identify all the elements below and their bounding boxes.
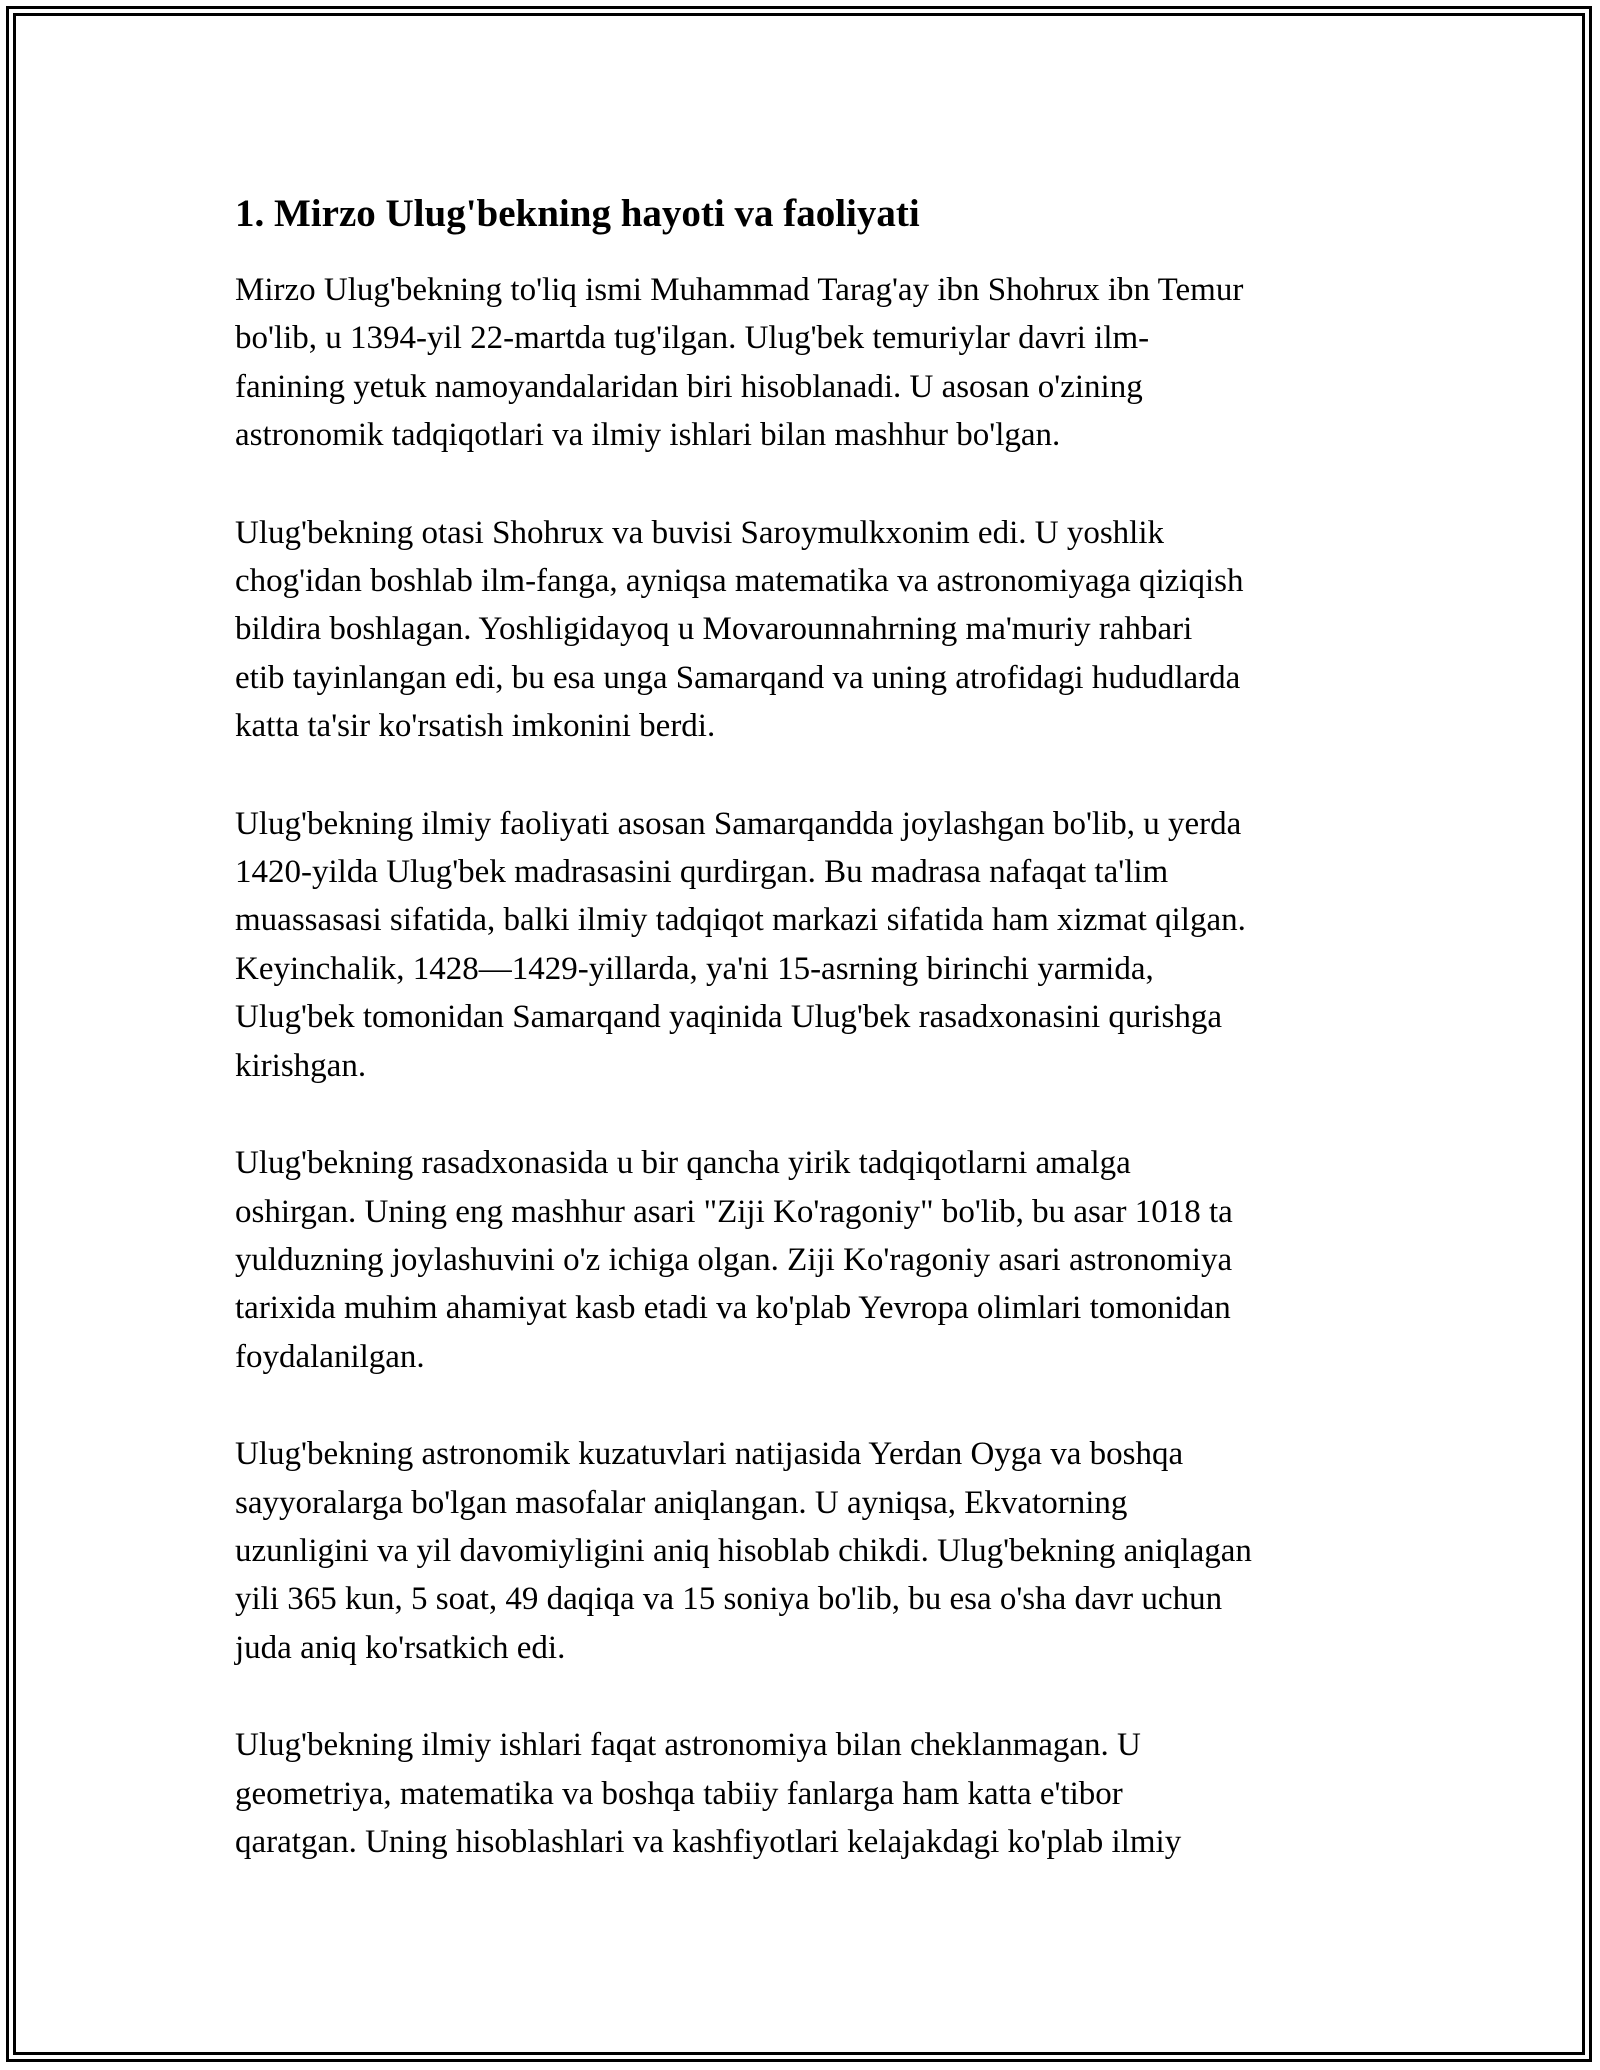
text-line: juda aniq ko'rsatkich edi. [235,1629,566,1666]
text-line: Ulug'bek tomonidan Samarqand yaqinida Ulug'bek rasadxonasini qurishga [235,999,1223,1036]
text-line: yulduzning joylashuvini o'z ichiga olgan. Ziji Ko'ragoniy asari astronomiya [235,1241,1233,1278]
text-line: Ulug'bekning ilmiy faoliyati asosan Samarqandda joylashgan bo'lib, u yerda [235,805,1242,842]
text-line: bildira boshlagan. Yoshligidayoq u Movarounnahrning ma'muriy rahbari [235,611,1193,648]
text-line: Ulug'bekning rasadxonasida u bir qancha yirik tadqiqotlarni amalga [235,1145,1131,1182]
text-line: bo'lib, u 1394-yil 22-martda tug'ilgan. Ulug'bek temuriylar davri ilm- [235,320,1150,357]
text-line: Keyinchalik, 1428—1429-yillarda, ya'ni 15-asrning birinchi yarmida, [235,950,1154,987]
paragraph-6 [235,1721,1375,1866]
text-line: chog'idan boshlab ilm-fanga, ayniqsa matematika va astronomiyaga qiziqish [235,563,1244,600]
text-line: astronomik tadqiqotlari va ilmiy ishlari bilan mashhur bo'lgan. [235,417,1061,454]
text-line: qaratgan. Uning hisoblashlari va kashfiyotlari kelajakdagi ko'plab ilmiy [235,1823,1182,1860]
text-line: geometriya, matematika va boshqa tabiiy fanlarga ham katta e'tibor [235,1775,1123,1812]
text-line: muassasasi sifatida, balki ilmiy tadqiqot markazi sifatida ham xizmat qilgan. [235,902,1246,939]
text-line: foydalanilgan. [235,1338,425,1375]
paragraph-5 [235,1430,1375,1672]
section-heading: 1. Mirzo Ulug'bekning hayoti va faoliyati [235,192,920,235]
text-line: yili 365 kun, 5 soat, 49 daqiqa va 15 soniya bo'lib, bu esa o'sha davr uchun [235,1581,1223,1618]
paragraph-3 [235,800,1375,1090]
paragraph-4 [235,1139,1375,1381]
paragraph-2 [235,509,1375,751]
text-line: kirishgan. [235,1047,367,1084]
text-line: uzunligini va yil davomiyligini aniq hisoblab chikdi. Ulug'bekning aniqlagan [235,1532,1252,1569]
text-line: sayyoralarga bo'lgan masofalar aniqlangan. U ayniqsa, Ekvatorning [235,1484,1128,1521]
text-line: Ulug'bekning astronomik kuzatuvlari natijasida Yerdan Oyga va boshqa [235,1436,1184,1473]
text-line: Ulug'bekning ilmiy ishlari faqat astronomiya bilan cheklanmagan. U [235,1727,1141,1764]
text-line: Ulug'bekning otasi Shohrux va buvisi Saroymulkxonim edi. U yoshlik [235,514,1164,551]
text-line: Mirzo Ulug'bekning to'liq ismi Muhammad Tarag'ay ibn Shohrux ibn Temur [235,272,1244,308]
paragraph-1 [235,266,1375,460]
text-line: etib tayinlangan edi, bu esa unga Samarqand va uning atrofidagi hududlarda [235,659,1241,696]
text-line: oshirgan. Uning eng mashhur asari "Ziji Ko'ragoniy" bo'lib, bu asar 1018 ta [235,1193,1233,1230]
text-line: katta ta'sir ko'rsatish imkonini berdi. [235,708,716,745]
document-body [235,180,1375,1915]
text-line: fanining yetuk namoyandalaridan biri hisoblanadi. U asosan o'zining [235,368,1143,405]
text-line: tarixida muhim ahamiyat kasb etadi va ko'plab Yevropa olimlari tomonidan [235,1290,1231,1327]
text-line: 1420-yilda Ulug'bek madrasasini qurdirgan. Bu madrasa nafaqat ta'lim [235,854,1169,891]
